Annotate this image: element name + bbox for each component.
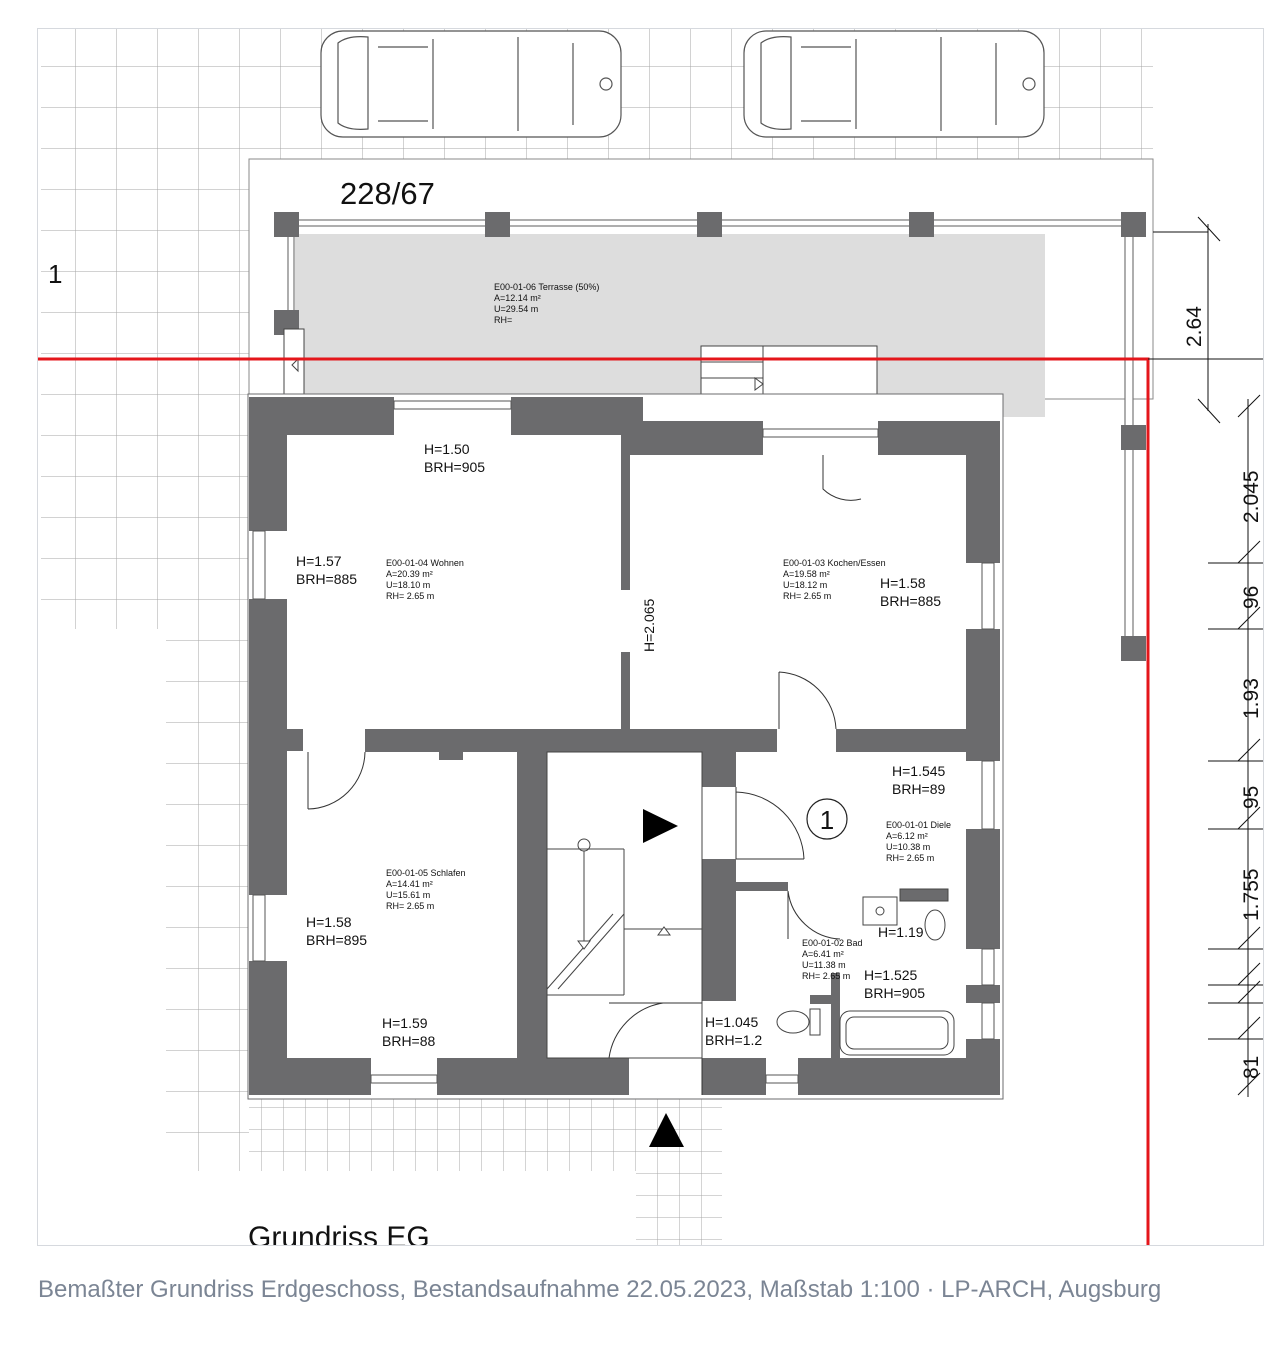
opening-height: H=1.50 [424, 441, 470, 457]
opening-sill: BRH=88 [382, 1033, 436, 1049]
figure-caption: Bemaßter Grundriss Erdgeschoss, Bestandsaufnahme 22.05.2023, Maßstab 1:100 · LP-ARCH, Augsburg [38, 1276, 1162, 1303]
parcel-number: 228/67 [340, 176, 435, 211]
dimension-labels [1183, 306, 1263, 1079]
opening-sill: BRH=885 [880, 593, 942, 609]
opening-height: H=1.525 [864, 967, 918, 983]
opening-sill: BRH=1.2 [705, 1032, 763, 1048]
sheet-title: Grundriss EG [248, 1221, 430, 1247]
room-perimeter: U=18.10 m [386, 580, 431, 590]
dim-label: 81 [1240, 1055, 1263, 1079]
room-perimeter: U=18.12 m [783, 580, 828, 590]
opening-sill: BRH=885 [296, 571, 358, 587]
dim-label: 1.755 [1240, 868, 1263, 921]
dimension-chain [1148, 217, 1264, 1097]
room-id: E00-01-04 Wohnen [386, 558, 464, 568]
floor-plan-frame [37, 28, 1264, 1246]
room-area: A=19.58 m² [783, 569, 830, 579]
dim-label: 95 [1240, 785, 1263, 809]
opening-height: H=1.58 [880, 575, 926, 591]
room-id: E00-01-02 Bad [802, 938, 863, 948]
room-height: RH= [494, 315, 513, 325]
room-height: RH= 2.65 m [802, 971, 851, 981]
room-perimeter: U=10.38 m [886, 842, 931, 852]
car-right [744, 31, 1044, 137]
opening-height: H=1.58 [306, 914, 352, 930]
room-height: RH= 2.65 m [783, 591, 832, 601]
room-id: E00-01-01 Diele [886, 820, 952, 830]
entrance-marker-number: 1 [819, 805, 835, 835]
dim-label: 96 [1240, 585, 1263, 609]
room-height: RH= 2.65 m [886, 853, 935, 863]
passage-height: H=2.065 [641, 598, 657, 652]
opening-height: H=1.59 [382, 1015, 428, 1031]
room-area: A=6.12 m² [886, 831, 928, 841]
neighbor-parcel-label: 1 [48, 259, 63, 289]
room-id: E00-01-05 Schlafen [386, 868, 466, 878]
opening-height: H=1.045 [705, 1014, 759, 1030]
dim-label: 1.93 [1240, 678, 1263, 719]
paving-left [41, 29, 249, 1171]
opening-sill: BRH=905 [424, 459, 486, 475]
room-id: E00-01-06 Terrasse (50%) [494, 282, 600, 292]
floor-plan-drawing [38, 29, 1264, 1246]
room-height: RH= 2.65 m [386, 591, 435, 601]
opening-sill: BRH=89 [892, 781, 946, 797]
car-left [321, 31, 621, 137]
room-perimeter: U=29.54 m [494, 304, 539, 314]
room-perimeter: U=11.38 m [802, 960, 846, 970]
room-height: RH= 2.65 m [386, 901, 435, 911]
terrace-area [295, 234, 1045, 417]
opening-sill: BRH=895 [306, 932, 368, 948]
opening-sill: BRH=905 [864, 985, 926, 1001]
room-id: E00-01-03 Kochen/Essen [783, 558, 886, 568]
opening-height: H=1.19 [878, 924, 924, 940]
room-area: A=20.39 m² [386, 569, 433, 579]
opening-height: H=1.545 [892, 763, 946, 779]
dim-label: 2.045 [1240, 470, 1263, 523]
room-perimeter: U=15.61 m [386, 890, 431, 900]
room-area: A=14.41 m² [386, 879, 433, 889]
dim-label: 2.64 [1183, 306, 1206, 347]
opening-height: H=1.57 [296, 553, 342, 569]
room-area: A=6.41 m² [802, 949, 844, 959]
room-area: A=12.14 m² [494, 293, 541, 303]
